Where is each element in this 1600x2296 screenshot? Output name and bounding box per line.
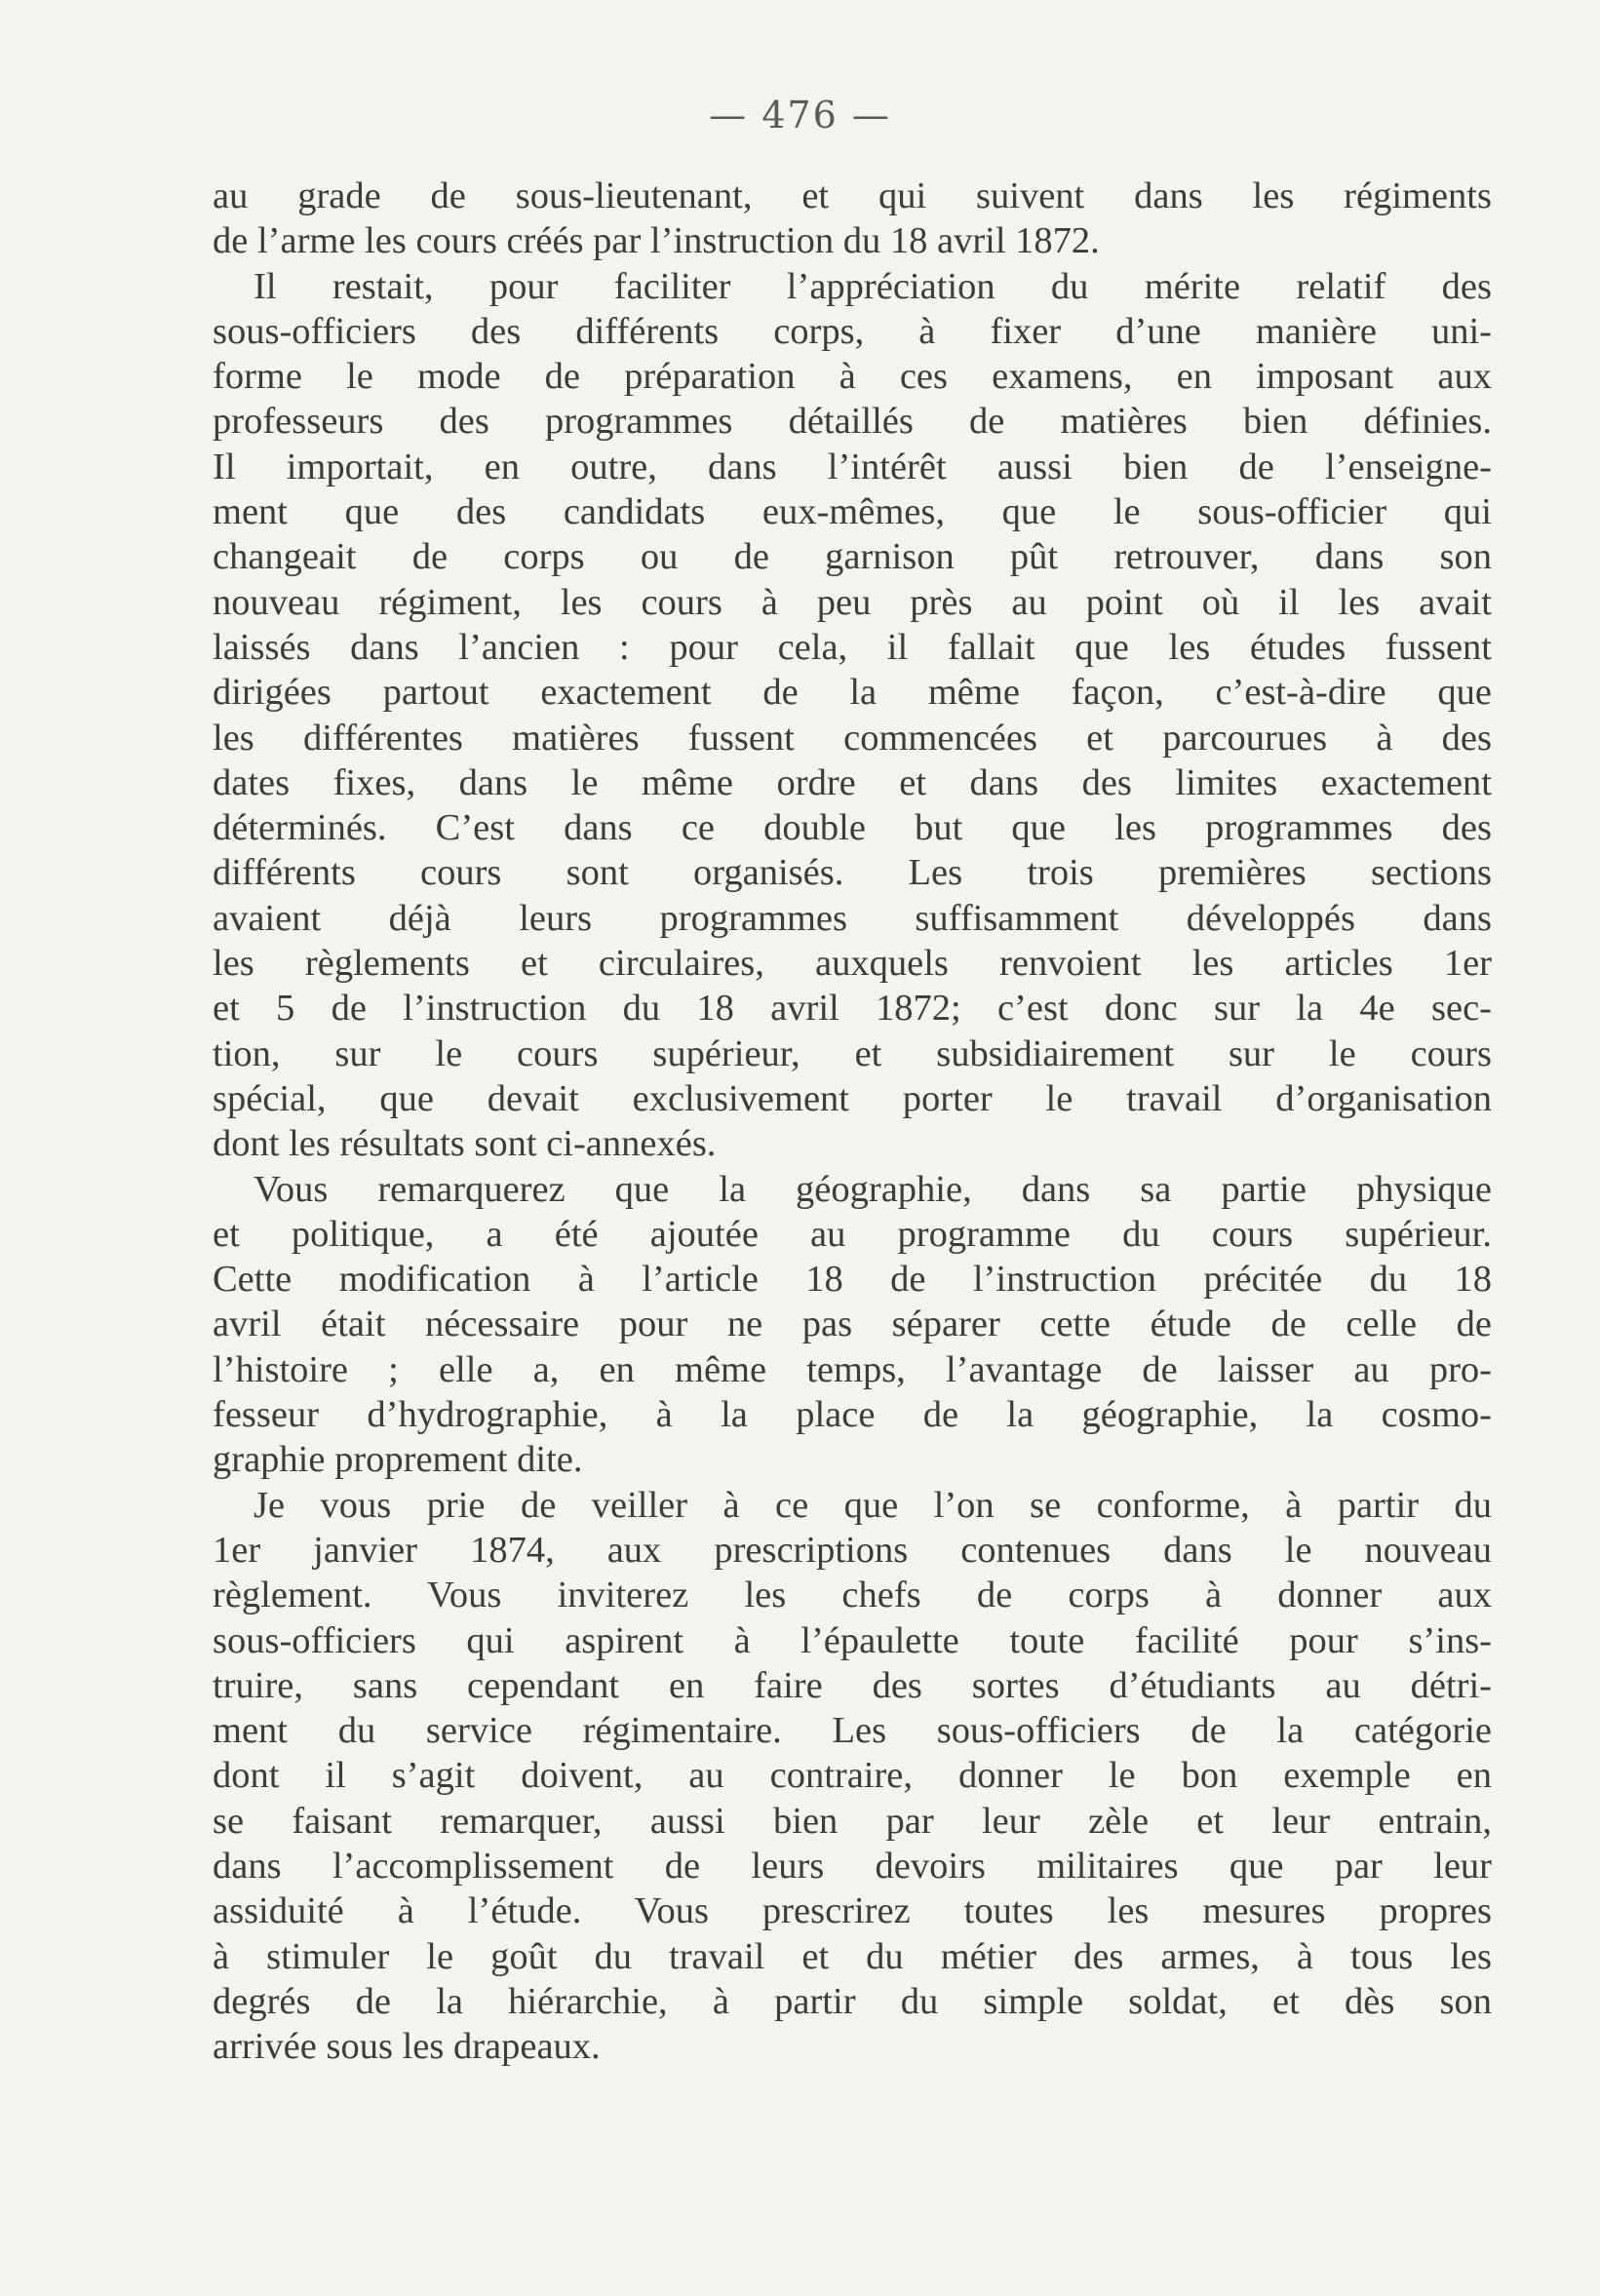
text-line: dirigées partout exactement de la même façon, c’est-à-dire que bbox=[213, 672, 1492, 714]
text-line: arrivée sous les drapeaux. bbox=[213, 2026, 601, 2068]
text-line: l’histoire ; elle a, en même temps, l’avantage de laisser au pro- bbox=[213, 1348, 1492, 1390]
page-number: — 476 — bbox=[709, 94, 891, 136]
text-line: différents cours sont organisés. Les trois premières sections bbox=[213, 852, 1492, 894]
text-line: les règlements et circulaires, auxquels renvoient les articles 1er bbox=[213, 943, 1492, 985]
text-line: dans l’accomplissement de leurs devoirs militaires que par leur bbox=[213, 1845, 1492, 1887]
text-line: avaient déjà leurs programmes suffisamment développés dans bbox=[213, 897, 1492, 939]
text-line: Vous remarquerez que la géographie, dans sa partie physique bbox=[254, 1168, 1492, 1210]
text-line: changeait de corps ou de garnison pût retrouver, dans son bbox=[213, 536, 1492, 578]
text-line: laissés dans l’ancien : pour cela, il fallait que les études fussent bbox=[213, 626, 1492, 668]
text-line: dont les résultats sont ci-annexés. bbox=[213, 1123, 717, 1165]
text-line: et 5 de l’instruction du 18 avril 1872; c’est donc sur la 4e sec- bbox=[213, 988, 1492, 1030]
text-line: professeurs des programmes détaillés de matières bien définies. bbox=[213, 401, 1492, 443]
body-text bbox=[213, 174, 1492, 2069]
text-line: au grade de sous-lieutenant, et qui suivent dans les régiments bbox=[213, 175, 1492, 216]
text-line: degrés de la hiérarchie, à partir du simple soldat, et dès son bbox=[213, 1980, 1492, 2022]
text-line: Cette modification à l’article 18 de l’instruction précitée du 18 bbox=[213, 1259, 1492, 1301]
text-line: ment que des candidats eux-mêmes, que le sous-officier qui bbox=[213, 491, 1492, 533]
text-line: sous-officiers des différents corps, à fixer d’une manière uni- bbox=[213, 310, 1492, 352]
text-line: ment du service régimentaire. Les sous-officiers de la catégorie bbox=[213, 1710, 1492, 1752]
text-line: et politique, a été ajoutée au programme du cours supérieur. bbox=[213, 1213, 1492, 1255]
text-line: 1er janvier 1874, aux prescriptions contenues dans le nouveau bbox=[213, 1529, 1492, 1571]
text-line: nouveau régiment, les cours à peu près au point où il les avait bbox=[213, 581, 1492, 623]
text-line: forme le mode de préparation à ces examens, en imposant aux bbox=[213, 356, 1492, 398]
text-line: déterminés. C’est dans ce double but que les programmes des bbox=[213, 807, 1492, 849]
text-line: Il restait, pour faciliter l’appréciation du mérite relatif des bbox=[254, 265, 1492, 307]
text-line: Il importait, en outre, dans l’intérêt aussi bien de l’enseigne- bbox=[213, 446, 1492, 487]
text-line: se faisant remarquer, aussi bien par leur zèle et leur entrain, bbox=[213, 1800, 1492, 1842]
text-line: dates fixes, dans le même ordre et dans des limites exactement bbox=[213, 761, 1492, 803]
text-line: spécial, que devait exclusivement porter le travail d’organisation bbox=[213, 1077, 1492, 1119]
text-line: à stimuler le goût du travail et du métier des armes, à tous les bbox=[213, 1935, 1492, 1977]
text-line: de l’arme les cours créés par l’instruction du 18 avril 1872. bbox=[213, 220, 1100, 262]
text-line: dont il s’agit doivent, au contraire, donner le bon exemple en bbox=[213, 1755, 1492, 1797]
text-line: assiduité à l’étude. Vous prescrirez toutes les mesures propres bbox=[213, 1890, 1492, 1932]
text-line: avril était nécessaire pour ne pas séparer cette étude de celle de bbox=[213, 1304, 1492, 1345]
text-line: tion, sur le cours supérieur, et subsidiairement sur le cours bbox=[213, 1032, 1492, 1074]
text-line: règlement. Vous inviterez les chefs de corps à donner aux bbox=[213, 1575, 1492, 1616]
text-line: fesseur d’hydrographie, à la place de la géographie, la cosmo- bbox=[213, 1394, 1492, 1436]
text-line: graphie proprement dite. bbox=[213, 1439, 583, 1481]
text-line: Je vous prie de veiller à ce que l’on se conforme, à partir du bbox=[254, 1484, 1492, 1526]
text-line: sous-officiers qui aspirent à l’épaulette toute facilité pour s’ins- bbox=[213, 1619, 1492, 1661]
text-line: les différentes matières fussent commencées et parcourues à des bbox=[213, 717, 1492, 759]
text-line: truire, sans cependant en faire des sortes d’étudiants au détri- bbox=[213, 1664, 1492, 1706]
